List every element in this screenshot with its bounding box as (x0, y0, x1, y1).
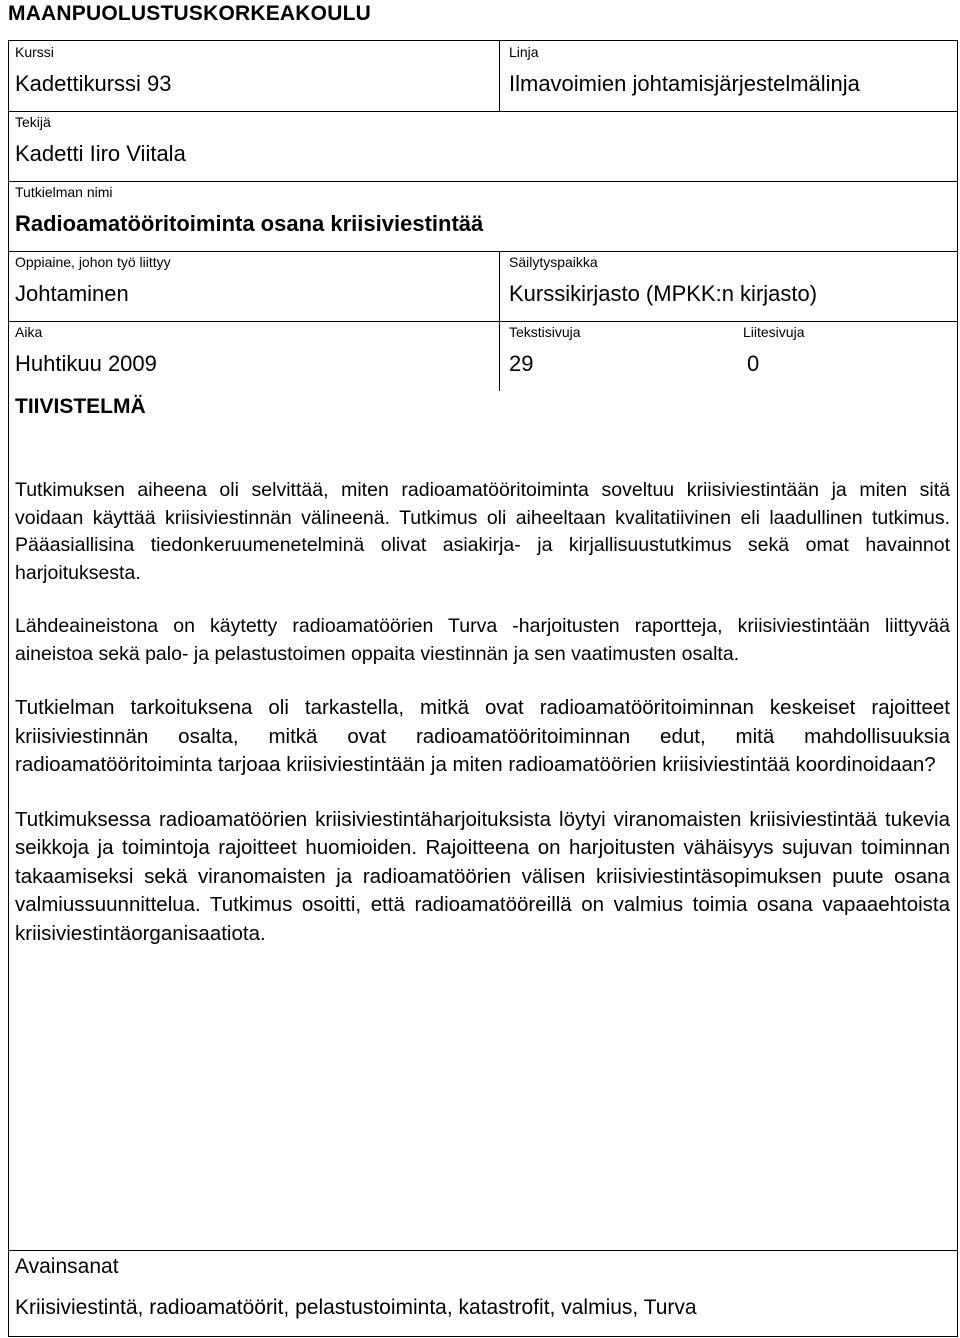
row-divider (9, 321, 957, 322)
sailytyspaikka-label: Säilytyspaikka (509, 254, 598, 270)
abstract-title: TIIVISTELMÄ (15, 395, 146, 418)
aika-value: Huhtikuu 2009 (15, 351, 157, 376)
tekstisivuja-value: 29 (509, 351, 534, 376)
abstract-paragraph: Tutkimuksessa radioamatöörien kriisiviestintäharjoituksista löytyi viranomaisten kriisiviestintää tukevia seikkoja ja toimintoja rajoitteet huomioiden. Rajoitteena on harjoitusten vähäisyys sujuvan toiminnan takaamiseksi sekä viranomaisten ja radioamatöörien välisen kriisiviestintäsopimuksen puute osana valmiussuunnittelua. Tutkimus osoitti, että radioamatööreillä on valmius toimia osana vapaaehtoista kriisiviestintäorganisaatiota. (15, 807, 950, 945)
oppiaine-label: Oppiaine, johon työ liittyy (15, 254, 171, 270)
keywords-label: Avainsanat (15, 1255, 119, 1278)
sailytyspaikka-value: Kurssikirjasto (MPKK:n kirjasto) (509, 281, 818, 306)
abstract-paragraph: Lähdeaineistona on käytetty radioamatöörien Turva -harjoitusten raportteja, kriisiviestintään liittyvää aineistoa sekä palo- ja pelastustoimen oppaita viestinnän ja sen vaatimusten osalta. (15, 615, 950, 665)
row-divider (9, 251, 957, 252)
tekija-label: Tekijä (15, 114, 51, 130)
abstract-paragraph: Tutkielman tarkoituksena oli tarkastella, mitkä ovat radioamatööritoiminnan keskeiset rajoitteet kriisiviestinnän osalta, mitkä ovat radioamatööritoiminnan edut, mitä mahdollisuuksia radioamatööritoiminta tarjoaa kriisiviestintään ja miten radioamatöörien kriisiviestintää koordinoidaan? (15, 696, 950, 776)
column-divider (499, 251, 500, 391)
liitesivuja-value: 0 (747, 351, 760, 376)
institution-name: MAANPUOLUSTUSKORKEAKOULU (8, 2, 371, 25)
linja-value: Ilmavoimien johtamisjärjestelmälinja (509, 71, 860, 96)
tutkielman-nimi-label: Tutkielman nimi (15, 184, 113, 200)
column-divider (499, 41, 500, 111)
oppiaine-value: Johtaminen (15, 281, 129, 306)
tekija-value: Kadetti Iiro Viitala (15, 141, 186, 166)
tutkielman-nimi-value: Radioamatööritoiminta osana kriisiviestintää (15, 211, 484, 236)
keywords-value: Kriisiviestintä, radioamatöörit, pelastustoiminta, katastrofit, valmius, Turva (15, 1296, 697, 1319)
tekstisivuja-label: Tekstisivuja (509, 324, 581, 340)
abstract-form (8, 40, 958, 1337)
kurssi-value: Kadettikurssi 93 (15, 71, 172, 96)
row-divider (9, 111, 957, 112)
liitesivuja-label: Liitesivuja (743, 324, 805, 340)
row-divider (9, 181, 957, 182)
abstract-paragraph: Tutkimuksen aiheena oli selvittää, miten radioamatööritoiminta soveltuu kriisiviestintään ja miten sitä voidaan käyttää kriisiviestinnän välineenä. Tutkimus oli aiheeltaan kvalitatiivinen eli laadullinen tutkimus. Pääasiallisina tiedonkeruumenetelminä olivat asiakirja- ja kirjallisuustutkimus sekä omat havainnot harjoituksesta. (15, 479, 950, 584)
kurssi-label: Kurssi (15, 44, 54, 60)
row-divider (9, 1250, 957, 1251)
aika-label: Aika (15, 324, 43, 340)
linja-label: Linja (509, 44, 539, 60)
abstract-body (15, 477, 950, 948)
